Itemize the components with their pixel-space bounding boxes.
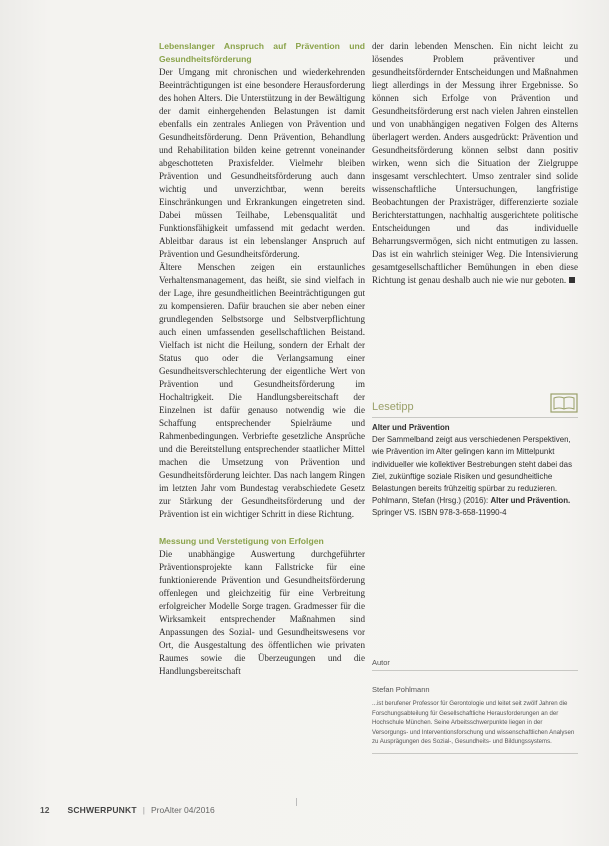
section-heading: Lebenslanger Anspruch auf Prävention und Gesundheitsförderung (159, 41, 365, 64)
publication-name: ProAlter 04/2016 (150, 805, 215, 815)
ref-title: Alter und Prävention. (490, 496, 571, 506)
body-paragraph: Die unabhängige Auswertung durchgeführter Präventionsprojekte kann Fallstricke für eine funktionierende Prävention und Gesundheitsförderung offenlegen und gleichzeitig für eine Verbreitung erfolgreicher Modelle Sorge tragen. Gradmesser für die Wirksamkeit entsprechender Maßnahmen sind Anpassungen des Sozial- und Gesundheitswesens vor Ort, die Ausgestaltung des öffentlichen wie privaten Raumes sowie die Überzeugungen und die Handlungsbereitschaft (159, 549, 365, 676)
book-icon (550, 393, 578, 413)
left-column (159, 40, 365, 678)
footer-separator: | (142, 805, 145, 815)
book-reference (372, 495, 578, 519)
book-subtitle: Alter und Prävention (372, 423, 450, 432)
book-description: Der Sammelband zeigt aus verschiedenen Perspektiven, wie Prävention im Alter gelingen kann im Mittelpunkt individueller wie kollektiver Bestrebungen steht dabei das Ziel, zukünftige soziale Risiken und gesundheitliche Belastungen bereits frühzeitig spürbar zu reduzieren. (372, 435, 573, 494)
ref-author: Pohlmann, Stefan (Hrsg.) (2016): (372, 496, 489, 506)
page-footer (40, 805, 215, 815)
reading-tip-title: Lesetipp (372, 401, 414, 413)
author-bio: ...ist berufener Professor für Gerontologie und leitet seit zwölf Jahren die Forschungsabteilung für Gesellschaftliche Herausforderungen an der Hochschule München. Seine Arbeitsschwerpunkte liegen in der Versorgungs- und Interventionsforschung und wissenschaftlichen Analysen zu Ausprägungen des Sozial-, Gesundheits- und Bildungssystems. (372, 699, 578, 754)
author-name: Stefan Pohlmann (372, 685, 430, 694)
body-paragraph: Ältere Menschen zeigen ein erstaunliches Verhaltensmanagement, das heißt, sie sind vielfach in der Lage, ihre gesundheitlichen Beeinträchtigungen gut zu kompensieren. Dafür brauchen sie aber neben einer grundlegenden Selbstsorge und Selbstverpflichtung auch einen umfassenden gesellschaftlichen Beistand. Vielfach ist nicht die Heilung, sondern der Erhalt der Status quo oder die Verlangsamung einer Gesundheitsverschlechterung der eigentliche Wert von Prävention und Gesundheitsförderung im Hochaltrigkeit. Die Handlungsbereitschaft der Einzelnen ist dafür genauso notwendig wie die Schaffung entsprechender Spielräume und Rahmenbedingungen. Verbriefte gesetzliche Ansprüche und die Bereitstellung entsprechender staatlicher Mittel machen die Umsetzung von Prävention und Gesundheitsförderung leichter. Das nach langem Ringen im letzten Jahr vom Bundestag verabschiedete Gesetz zur Stärkung der Gesundheitsförderung und der Prävention ist ein wichtiger Schritt in diese Richtung. (159, 262, 365, 519)
end-mark-icon (569, 277, 575, 283)
page-number: 12 (40, 805, 50, 815)
reading-tip-box (372, 393, 578, 520)
right-column (372, 40, 578, 287)
ref-publisher: Springer VS. ISBN 978-3-658-11990-4 (372, 508, 507, 518)
author-label: Autor (372, 658, 578, 671)
section-name: SCHWERPUNKT (67, 805, 137, 815)
crop-mark (296, 798, 297, 806)
body-paragraph: Der Umgang mit chronischen und wiederkehrenden Beeinträchtigungen ist eine besondere Herausforderung des hohen Alters. Die Unterstützung in der Bewältigung der damit einhergehenden Belastungen ist damit ebenfalls ein zentrales Anliegen von Prävention und Gesundheitsförderung. Denn Prävention, Behandlung und Rehabilitation bilden keine getrennt voneinander abgeschotteten Praxisfelder. Vielmehr bleiben Prävention und Gesundheitsförderung auch dann wichtig und unverzichtbar, wenn bereits Einschränkungen und Erkrankungen eingetreten sind. Dabei müssen Teilhabe, Lebensqualität und Funktionsfähigkeit umfassend mit gedacht werden. Ableitbar daraus ist ein lebenslanger Anspruch auf Prävention und Gesundheitsförderung. (159, 67, 365, 259)
author-box (372, 658, 578, 754)
body-paragraph: der darin lebenden Menschen. Ein nicht leicht zu lösendes Problem präventiver und gesundheitsfördernder Entscheidungen und Maßnahmen liegt allerdings in der Messung ihrer Ergebnisse. So können sich Erfolge von Prävention und Gesundheitsförderung erst nach vielen Jahren einstellen und von unabhängigen negativen Folgen des Alterns überlagert werden. Anders ausgedrückt: Prävention und Gesundheitsförderung können selbst dann positiv wirken, wenn sich die Situation der Zielgruppe insgesamt verschlechtert. Umso zentraler sind solide wissenschaftliche Untersuchungen, langfristige Beobachtungen der Praxisträger, differenzierte soziale Berichterstattungen, nachhaltig ausgerichtete politische Entscheidungen und das individuelle Beharrungsvermögen, sich nicht entmutigen zu lassen. Das ist ein wahrlich steiniger Weg. Die Intensivierung gesamtgesellschaftlicher Bemühungen in eben diese Richtung ist genau deshalb auch nie wie nur geboten. (372, 41, 578, 285)
section-heading: Messung und Verstetigung von Erfolgen (159, 536, 324, 546)
